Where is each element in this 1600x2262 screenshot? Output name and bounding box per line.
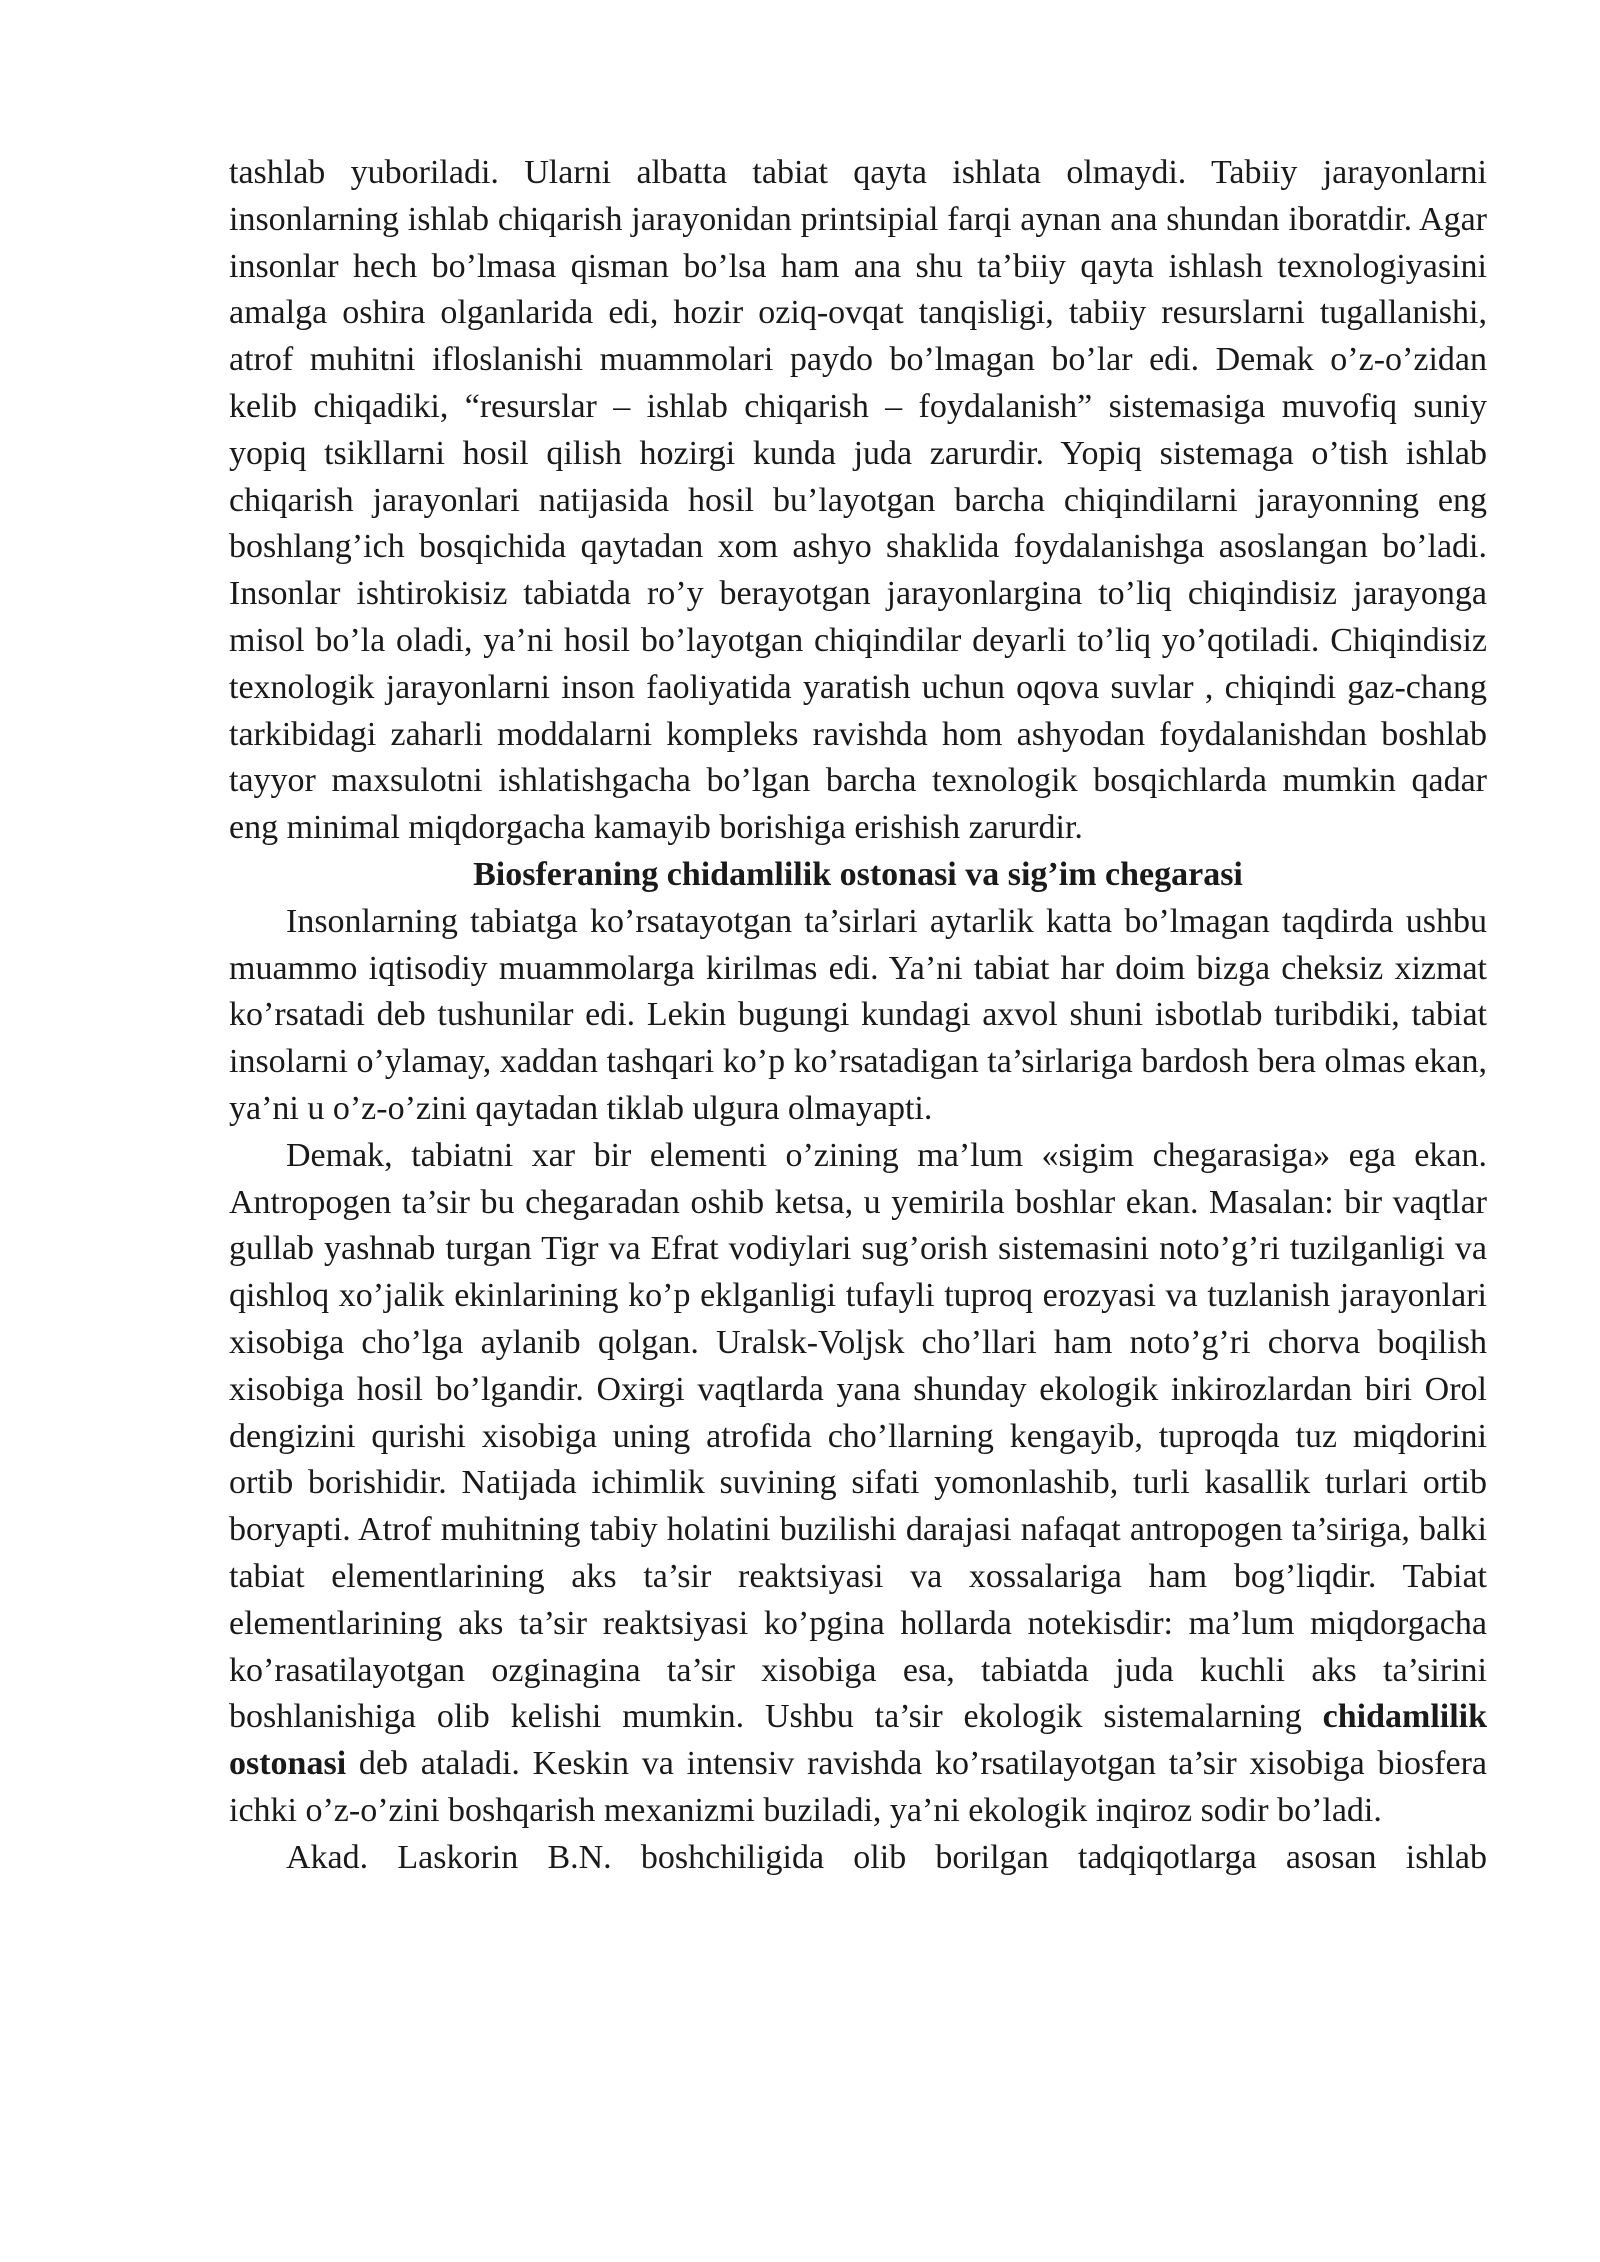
paragraph-text-after-term: deb ataladi. Keskin va intensiv ravishda ko’rsatilayotgan ta’sir xisobiga biosfera ichki o’z-o’zini boshqarish mexanizmi buziladi, ya’ni ekologik inqiroz sodir bo’ladi. (229, 1745, 1488, 1829)
section-heading: Biosferaning chidamlilik ostonasi va sig’im chegarasi (473, 855, 1243, 893)
paragraph-text-before-term: Demak, tabiatni xar bir elementi o’zining ma’lum «sigim chegarasiga» ega ekan. Antropogen ta’sir bu chegaradan oshib ketsa, u yemirila boshlar ekan. Masalan: bir vaqtlar gullab yashnab turgan Tigr va Efrat vodiylari sug’orish sistemasini noto’g’ri tuzilganligi va qishloq xo’jalik ekinlarining ko’p eklganligi tufayli tuproq erozyasi va tuzlanish jarayonlari xisobiga cho’lga aylanib qolgan. Uralsk-Voljsk cho’llari ham noto’g’ri chorva boqilish xisobiga hosil bo’lgandir. Oxirgi vaqtlarda yana shunday ekologik inkirozlardan biri Orol dengizini qurishi xisobiga uning atrofida cho’llarning kengayib, tuproqda tuz miqdorini ortib borishidir. Natijada ichimlik suvining sifati yomonlashib, turli kasallik turlari ortib boryapti. Atrof muhitning tabiy holatini buzilishi darajasi nafaqat antropogen ta’siriga, balki tabiat elementlarining aks ta’sir reaktsiyasi va xossalariga ham bog’liqdir. Tabiat elementlarining aks ta’sir reaktsiyasi ko’pgina hollarda notekisdir: ma’lum miqdorgacha ko’rasatilayotgan ozginagina ta’sir xisobiga esa, tabiatda juda kuchli aks ta’sirini boshlanishiga olib kelishi mumkin. Ushbu ta’sir ekologik sistemalarning (229, 1136, 1487, 1736)
paragraph-capacity-limit (229, 1133, 1487, 1835)
paragraph-laskorin: Akad. Laskorin B.N. boshchiligida olib borilgan tadqiqotlarga asosan ishlab (286, 1838, 1487, 1876)
paragraph-continuation: tashlab yuboriladi. Ularni albatta tabiat qayta ishlata olmaydi. Tabiiy jarayonlarni insonlarning ishlab chiqarish jarayonidan printsipial farqi aynan ana shundan iboratdir. Agar insonlar hech bo’lmasa qisman bo’lsa ham ana shu ta’biiy qayta ishlash texnologiyasini amalga oshira olganlarida edi, hozir oziq-ovqat tanqisligi, tabiiy resurslarni tugallanishi, atrof muhitni ifloslanishi muammolari paydo bo’lmagan bo’lar edi. Demak o’z-o’zidan kelib chiqadiki, “resurslar – ishlab chiqarish – foydalanish” sistemasiga muvofiq suniy yopiq tsikllarni hosil qilish hozirgi kunda juda zarurdir. Yopiq sistemaga o’tish ishlab chiqarish jarayonlari natijasida hosil bu’layotgan barcha chiqindilarni jarayonning eng boshlang’ich bosqichida qaytadan xom ashyo shaklida foydalanishga asoslangan bo’ladi. Insonlar ishtirokisiz tabiatda ro’y berayotgan jarayonlargina to’liq chiqindisiz jarayonga misol bo’la oladi, ya’ni hosil bo’layotgan chiqindilar deyarli to’liq yo’qotiladi. Chiqindisiz texnologik jarayonlarni inson faoliyatida yaratish uchun oqova suvlar , chiqindi gaz-chang tarkibidagi zaharli moddalarni kompleks ravishda hom ashyodan foydalanishdan boshlab tayyor maxsulotni ishlatishgacha bo’lgan barcha texnologik bosqichlarda mumkin qadar eng minimal miqdorgacha kamayib borishiga erishish zarurdir. (229, 154, 1487, 847)
bold-term: chidamlilik ostonasi (229, 1698, 1488, 1783)
document-page (229, 150, 1487, 1881)
paragraph-intro: Insonlarning tabiatga ko’rsatayotgan ta’sirlari aytarlik katta bo’lmagan taqdirda ushbu muammo iqtisodiy muammolarga kirilmas edi. Ya’ni tabiat har doim bizga cheksiz xizmat ko’rsatadi deb tushunilar edi. Lekin bugungi kundagi axvol shuni isbotlab turibdiki, tabiat insolarni o’ylamay, xaddan tashqari ko’p ko’rsatadigan ta’sirlariga bardosh bera olmas ekan, ya’ni u o’z-o’zini qaytadan tiklab ulgura olmayapti. (229, 902, 1487, 1127)
